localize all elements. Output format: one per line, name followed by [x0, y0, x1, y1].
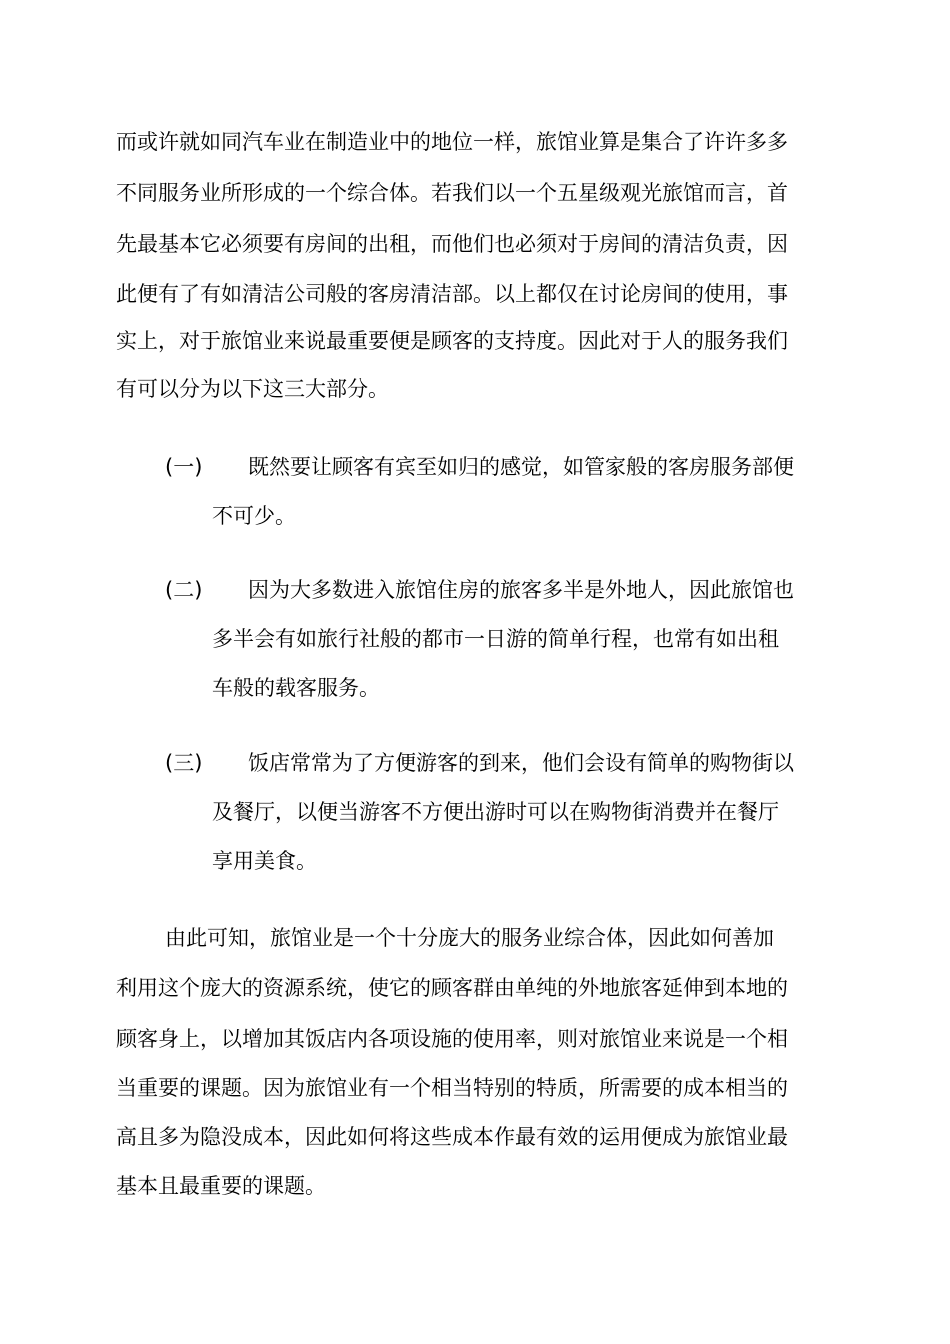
text-line: 享用美食。: [212, 849, 317, 873]
text-line: 顾客身上，以增加其饭店内各项设施的使用率，则对旅馆业来说是一个相: [116, 1027, 788, 1051]
list-marker: (三): [165, 751, 203, 775]
text-line: 不可少。: [212, 504, 296, 528]
text-line: 利用这个庞大的资源系统，使它的顾客群由单纯的外地旅客延伸到本地的: [116, 976, 788, 1000]
text-line: 高且多为隐没成本，因此如何将这些成本作最有效的运用便成为旅馆业最: [116, 1125, 788, 1149]
text-line: 先最基本它必须要有房间的出租，而他们也必须对于房间的清洁负责，因: [116, 232, 788, 256]
text-line: 由此可知，旅馆业是一个十分庞大的服务业综合体，因此如何善加: [165, 926, 774, 950]
text-line: 车般的载客服务。: [212, 676, 380, 700]
text-line: 实上，对于旅馆业来说最重要便是顾客的支持度。因此对于人的服务我们: [116, 329, 788, 353]
text-line: 及餐厅，以便当游客不方便出游时可以在购物街消费并在餐厅: [212, 800, 779, 824]
text-line: 饭店常常为了方便游客的到来，他们会设有简单的购物街以: [248, 751, 794, 775]
list-marker: (一): [165, 455, 203, 479]
text-line: 此便有了有如清洁公司般的客房清洁部。以上都仅在讨论房间的使用，事: [116, 282, 788, 306]
text-line: 有可以分为以下这三大部分。: [116, 377, 389, 401]
text-line: 不同服务业所形成的一个综合体。若我们以一个五星级观光旅馆而言，首: [116, 181, 788, 205]
text-line: 既然要让顾客有宾至如归的感觉，如管家般的客房服务部便: [248, 455, 794, 479]
list-marker: (二): [165, 578, 203, 602]
text-line: 当重要的课题。因为旅馆业有一个相当特别的特质，所需要的成本相当的: [116, 1076, 788, 1100]
text-line: 多半会有如旅行社般的都市一日游的简单行程，也常有如出租: [212, 627, 779, 651]
text-line: 基本且最重要的课题。: [116, 1174, 326, 1198]
text-line: 而或许就如同汽车业在制造业中的地位一样，旅馆业算是集合了许许多多: [116, 130, 788, 154]
text-line: 因为大多数进入旅馆住房的旅客多半是外地人，因此旅馆也: [248, 578, 794, 602]
